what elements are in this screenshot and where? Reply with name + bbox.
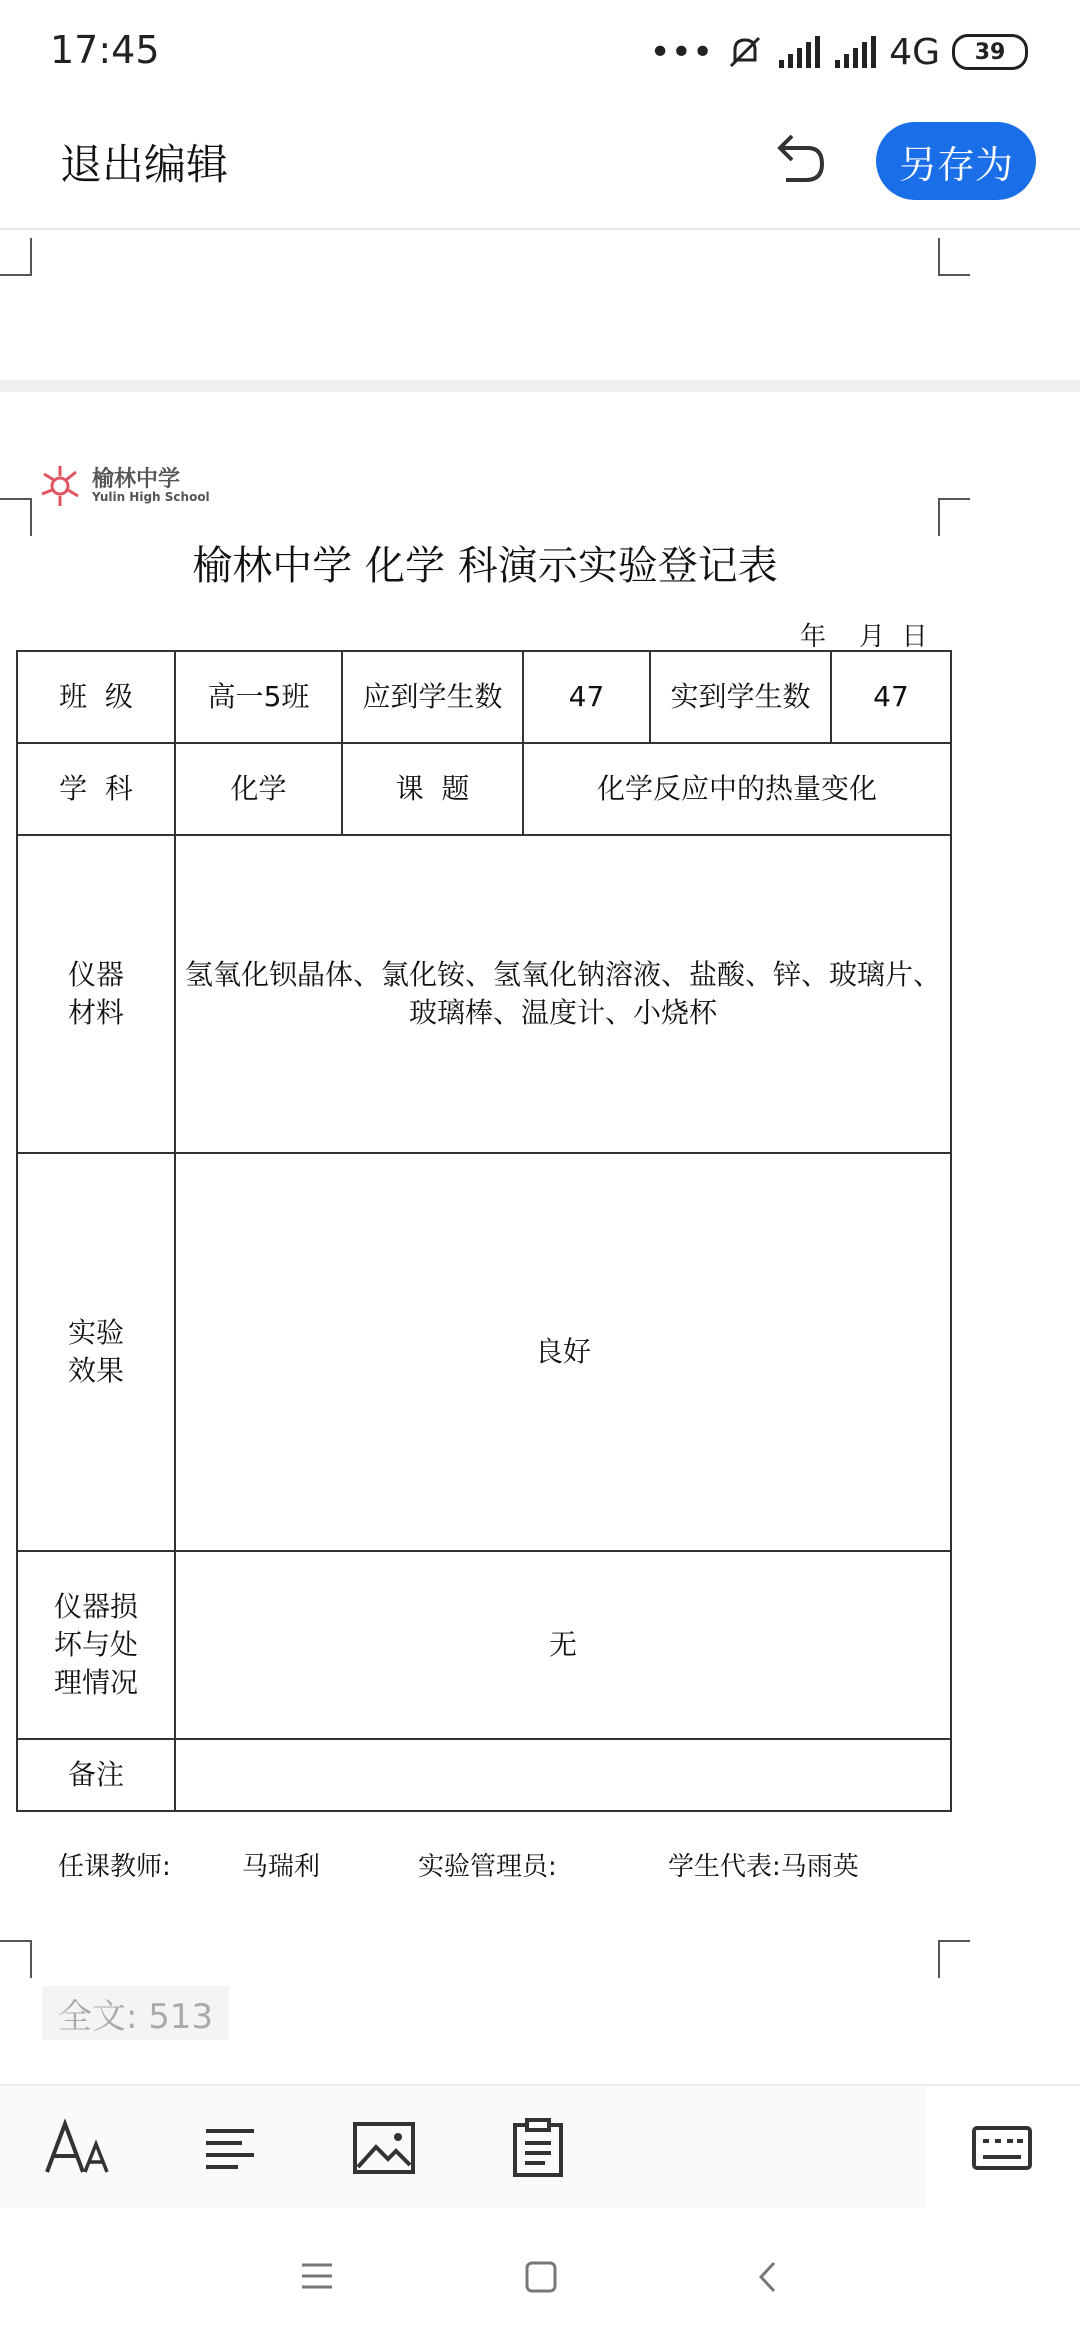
mute-icon [725, 32, 765, 72]
school-logo-english: Yulin High School [92, 490, 210, 504]
paragraph-icon [202, 2123, 258, 2173]
status-icons [649, 28, 1028, 76]
topic-value[interactable]: 化学反应中的热量变化 [523, 743, 951, 835]
page-corner-mark [938, 1940, 970, 1978]
table-row [17, 743, 951, 835]
document-title: 榆林中学 化学 科演示实验登记表 [192, 543, 778, 589]
save-as-button[interactable]: 另存为 [876, 122, 1036, 200]
insert-image-button[interactable] [344, 2108, 424, 2188]
status-bar [0, 0, 1080, 100]
battery-level: 39 [974, 39, 1006, 65]
paragraph-button[interactable] [190, 2108, 270, 2188]
actual-students-label: 实到学生数 [650, 651, 831, 743]
undo-icon [762, 124, 832, 194]
table-row [17, 1551, 951, 1739]
effect-value[interactable]: 良好 [175, 1153, 951, 1551]
damage-value[interactable]: 无 [175, 1551, 951, 1739]
editor-toolbar [0, 2084, 1080, 2210]
network-type: 4G [889, 31, 940, 73]
clipboard-icon [511, 2117, 565, 2179]
actual-students-value[interactable]: 47 [831, 651, 951, 743]
page-separator [0, 380, 1080, 392]
font-size-button[interactable] [38, 2108, 118, 2188]
subject-label: 学 科 [17, 743, 175, 835]
school-logo-icon [40, 464, 86, 508]
table-row [17, 651, 951, 743]
app-header [0, 100, 1080, 230]
effect-label: 实验 效果 [17, 1153, 175, 1551]
page-corner-mark [0, 238, 32, 276]
page-corner-mark [938, 498, 970, 536]
teacher-label: 任课教师: [58, 1852, 171, 1882]
registration-table [16, 650, 952, 1812]
more-dots-icon: ••• [649, 31, 714, 73]
materials-value[interactable]: 氢氧化钡晶体、氯化铵、氢氧化钠溶液、盐酸、锌、玻璃片、玻璃棒、温度计、小烧杯 [175, 835, 951, 1153]
back-nav-icon[interactable] [756, 2260, 780, 2294]
teacher-name[interactable]: 马瑞利 [242, 1852, 321, 1882]
clipboard-button[interactable] [498, 2108, 578, 2188]
keyboard-panel [926, 2086, 1080, 2210]
page-corner-mark [938, 238, 970, 276]
home-nav-icon[interactable] [524, 2260, 558, 2294]
remarks-label: 备注 [17, 1739, 175, 1811]
class-label: 班 级 [17, 651, 175, 743]
keyboard-icon [971, 2125, 1033, 2171]
lab-admin-label: 实验管理员: [418, 1852, 557, 1882]
table-row [17, 835, 951, 1153]
word-count-badge: 全文: 513 [42, 1986, 229, 2040]
damage-label: 仪器损 坏与处 理情况 [17, 1551, 175, 1739]
page-corner-mark [0, 498, 32, 536]
image-icon [352, 2121, 416, 2175]
expected-students-value[interactable]: 47 [523, 651, 650, 743]
status-time: 17:45 [50, 28, 160, 72]
school-logo-text: 榆林中学 [92, 466, 181, 492]
topic-label: 课 题 [342, 743, 523, 835]
class-value[interactable]: 高一5班 [175, 651, 342, 743]
undo-button[interactable] [762, 124, 832, 194]
font-size-icon [43, 2118, 113, 2178]
expected-students-label: 应到学生数 [342, 651, 523, 743]
page-corner-mark [0, 1940, 32, 1978]
battery-icon [952, 34, 1028, 70]
system-navigation-bar [0, 2208, 1080, 2340]
keyboard-button[interactable] [962, 2108, 1042, 2188]
menu-nav-icon[interactable] [300, 2262, 334, 2290]
student-representative[interactable]: 学生代表:马雨英 [668, 1852, 859, 1882]
table-row [17, 1739, 951, 1811]
signal-hd-icon [833, 34, 877, 70]
subject-value[interactable]: 化学 [175, 743, 342, 835]
remarks-value[interactable] [175, 1739, 951, 1811]
date-line: 年 月 日 [800, 622, 928, 652]
materials-label: 仪器 材料 [17, 835, 175, 1153]
table-row [17, 1153, 951, 1551]
signal-icon [777, 34, 821, 70]
exit-edit-button[interactable]: 退出编辑 [60, 140, 229, 189]
